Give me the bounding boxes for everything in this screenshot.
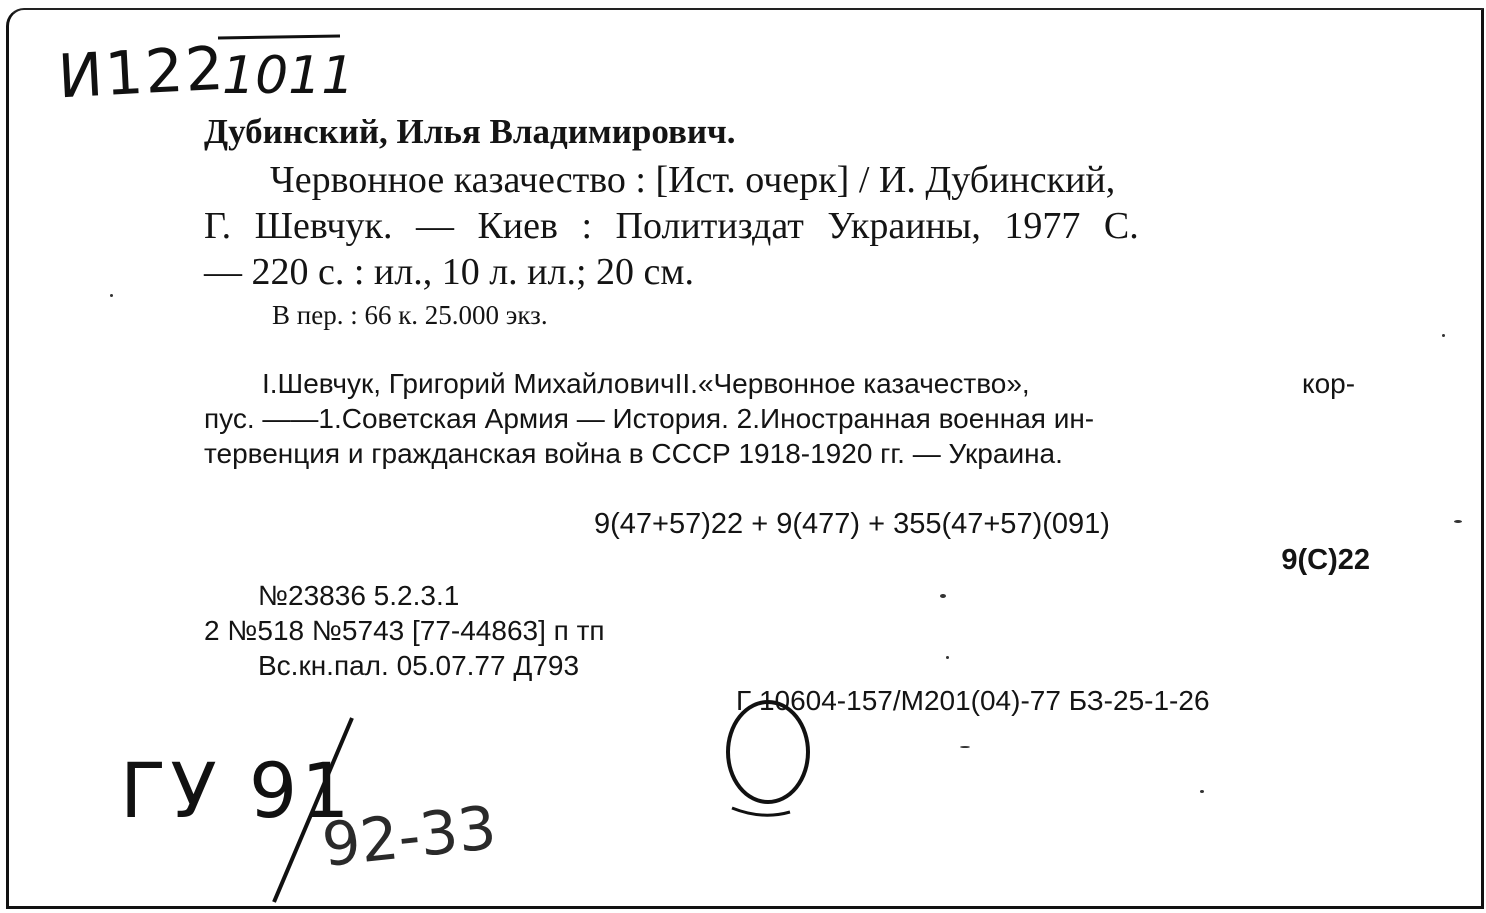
handwritten-top-code: И122 <box>56 33 228 113</box>
subject-line-1-end: кор- <box>1302 368 1356 399</box>
classification-line-2: 9(С)22 <box>1281 544 1370 576</box>
subject-line-1: I.Шевчук, Григорий МихайловичII.«Червонное казачество», <box>262 368 1030 399</box>
title-line-2: Г. Шевчук. — Киев : Политиздат Украины, 1977 С. <box>204 205 1139 247</box>
classification-line-1: 9(47+57)22 + 9(477) + 355(47+57)(091) <box>594 508 1110 540</box>
author-heading: Дубинский, Илья Владимирович. <box>204 112 736 151</box>
speck <box>1442 334 1445 337</box>
handwritten-bottom-sub: 92-33 <box>318 793 500 881</box>
handwritten-top-sub: 1011 <box>222 46 355 106</box>
handwritten-circle-mark <box>712 690 832 830</box>
speck <box>1200 790 1204 793</box>
tech-line-4: Г 10604-157/М201(04)-77 БЗ-25-1-26 <box>736 685 1210 716</box>
subject-line-3: тервенция и гражданская война в СССР 1918-1920 гг. — Украина. <box>204 438 1063 469</box>
title-line-3: — 220 с. : ил., 10 л. ил.; 20 см. <box>204 251 694 293</box>
tech-line-2: 2 №518 №5743 [77-44863] п тп <box>204 615 605 646</box>
handwritten-bottom-code: ГУ 91 <box>120 746 354 835</box>
speck <box>946 656 949 659</box>
speck <box>110 294 113 297</box>
subject-line-2: пус. ——1.Советская Армия — История. 2.Иностранная военная ин- <box>204 403 1095 434</box>
tech-line-1: №23836 5.2.3.1 <box>258 580 460 611</box>
speck <box>940 594 946 598</box>
title-line-1: Червонное казачество : [Ист. очерк] / И. Дубинский, <box>270 159 1116 201</box>
speck <box>960 746 970 748</box>
price-line: В пер. : 66 к. 25.000 экз. <box>272 300 548 330</box>
speck <box>1454 520 1462 523</box>
tech-line-3: Вс.кн.пал. 05.07.77 Д793 <box>258 650 580 681</box>
